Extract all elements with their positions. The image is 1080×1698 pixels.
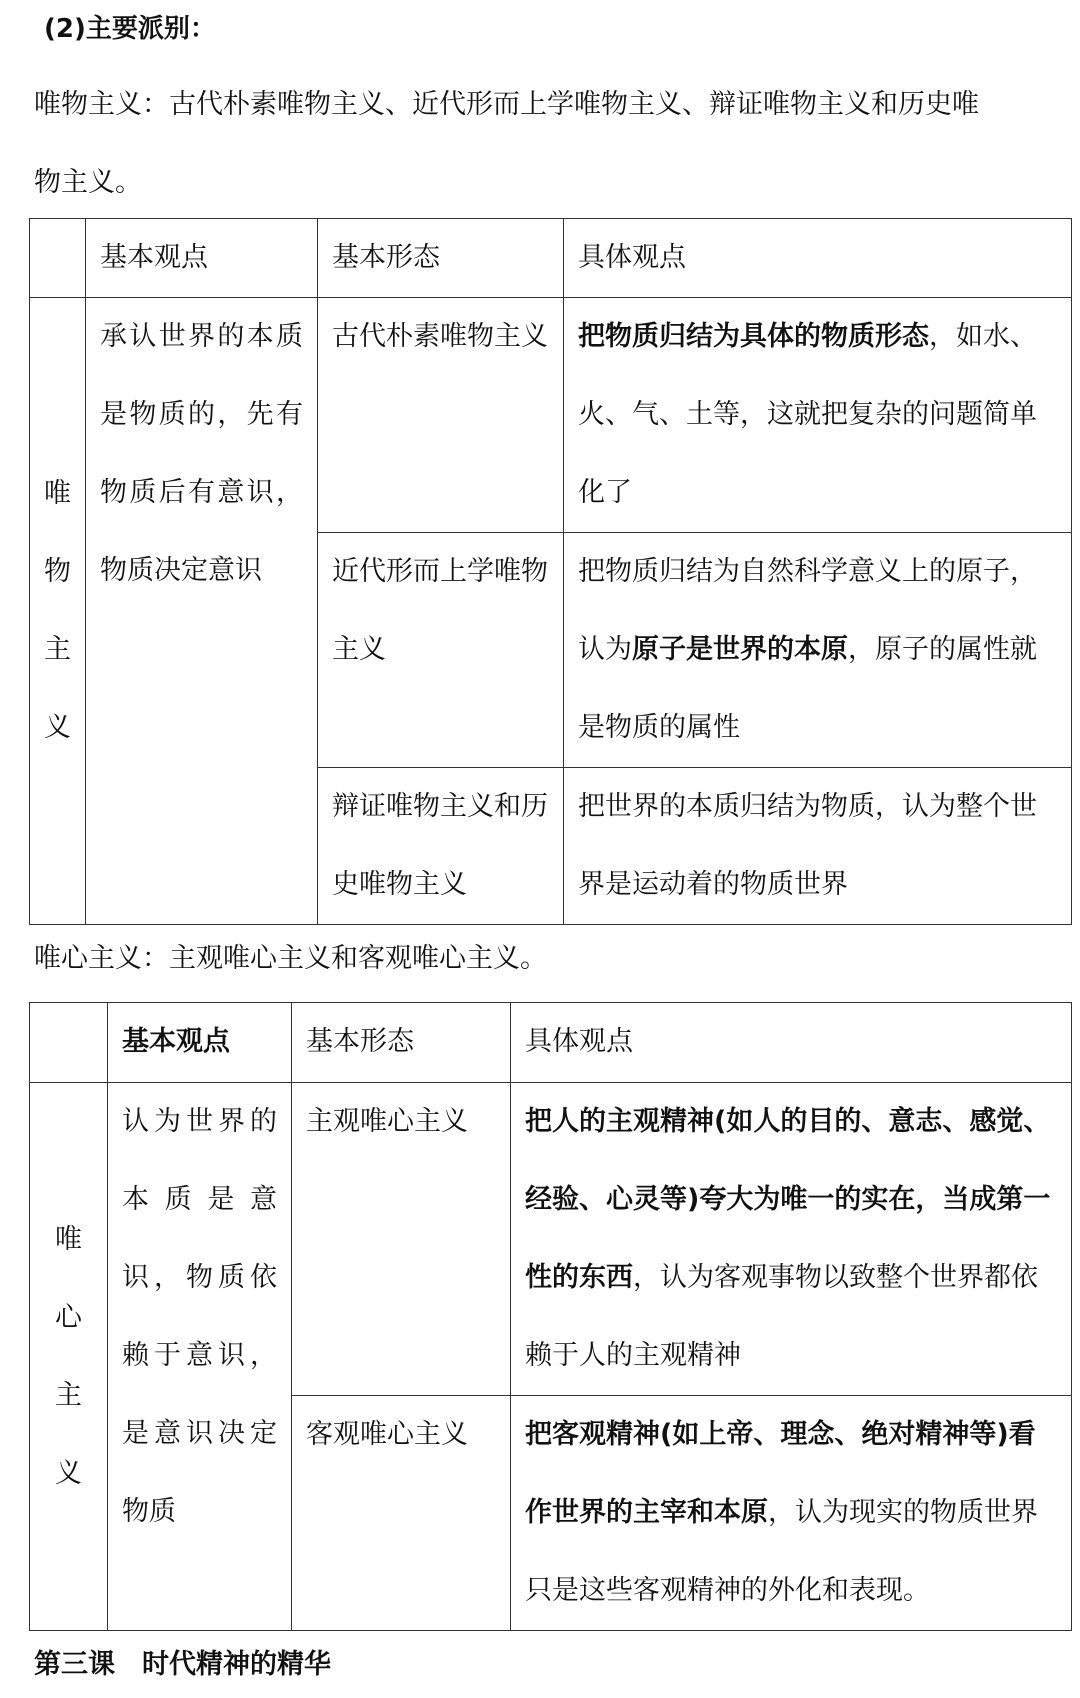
row-label-char: 唯 [55, 1223, 82, 1255]
detail-pre: 把物质归结为自然科学意义上的原子，认为 [578, 556, 1037, 665]
form-dialectical-historical: 辩证唯物主义和历史唯物主义 [318, 768, 564, 925]
header-basic-form: 基本形态 [292, 1003, 511, 1083]
row-label-char: 主 [55, 1379, 82, 1411]
form-ancient-naive: 古代朴素唯物主义 [318, 298, 564, 533]
header-empty [30, 219, 86, 298]
detail-bold: 把物质归结为具体的物质形态 [578, 321, 929, 352]
header-empty [30, 1003, 108, 1083]
row-label-char: 唯 [44, 478, 71, 509]
form-objective-idealism: 客观唯心主义 [292, 1396, 511, 1631]
idealism-basic-view: 认为世界的本质是意识，物质依赖于意识，是意识决定物质 [108, 1083, 292, 1631]
table-row [30, 1083, 1072, 1396]
header-specific-view: 具体观点 [511, 1003, 1072, 1083]
detail-rest: ，原子的属性就是物质的属性 [578, 634, 1037, 743]
row-label-char: 心 [55, 1301, 82, 1333]
row-label-idealism [30, 1083, 108, 1631]
next-lesson-title: 第三课 时代精神的精华 [34, 1649, 331, 1680]
row-label-materialism [30, 298, 86, 925]
form-modern-metaphysical: 近代形而上学唯物主义 [318, 533, 564, 768]
detail-modern-metaphysical [564, 533, 1072, 768]
detail-bold: 把客观精神(如上帝、理念、绝对精神等)看作世界的主宰和本原 [525, 1419, 1036, 1528]
detail-rest: ，认为客观事物以致整个世界都依赖于人的主观精神 [525, 1262, 1038, 1371]
detail-ancient-naive [564, 298, 1072, 533]
table-header-row [30, 219, 1072, 298]
materialism-basic-view: 承认世界的本质是物质的，先有物质后有意识，物质决定意识 [86, 298, 318, 925]
detail-bold: 原子是世界的本原 [632, 634, 848, 665]
table-row [30, 298, 1072, 533]
header-specific-view: 具体观点 [564, 219, 1072, 298]
row-label-char: 义 [44, 712, 71, 743]
idealism-intro: 唯心主义：主观唯心主义和客观唯心主义。 [34, 943, 547, 974]
section-heading: (2)主要派别： [44, 14, 216, 44]
detail-bold: 把人的主观精神(如人的目的、意志、感觉、经验、心灵等)夸大为唯一的实在，当成第一性的东西 [525, 1106, 1051, 1293]
materialism-intro-line1: 唯物主义：古代朴素唯物主义、近代形而上学唯物主义、辩证唯物主义和历史唯 [34, 89, 979, 120]
row-label-char: 主 [44, 634, 71, 665]
materialism-intro-line2: 物主义。 [34, 167, 142, 198]
table-header-row [30, 1003, 1072, 1083]
form-subjective-idealism: 主观唯心主义 [292, 1083, 511, 1396]
detail-rest: ，如水、火、气、土等，这就把复杂的问题简单化了 [578, 321, 1037, 508]
header-basic-view: 基本观点 [86, 219, 318, 298]
header-basic-form: 基本形态 [318, 219, 564, 298]
row-label-char: 义 [55, 1457, 82, 1489]
detail-subjective-idealism [511, 1083, 1072, 1396]
materialism-table [29, 218, 1072, 925]
detail-objective-idealism [511, 1396, 1072, 1631]
row-label-char: 物 [44, 556, 71, 587]
idealism-table [29, 1002, 1072, 1631]
header-basic-view: 基本观点 [108, 1003, 292, 1083]
detail-rest: ，认为现实的物质世界只是这些客观精神的外化和表现。 [525, 1497, 1038, 1606]
detail-dialectical-historical: 把世界的本质归结为物质，认为整个世界是运动着的物质世界 [564, 768, 1072, 925]
